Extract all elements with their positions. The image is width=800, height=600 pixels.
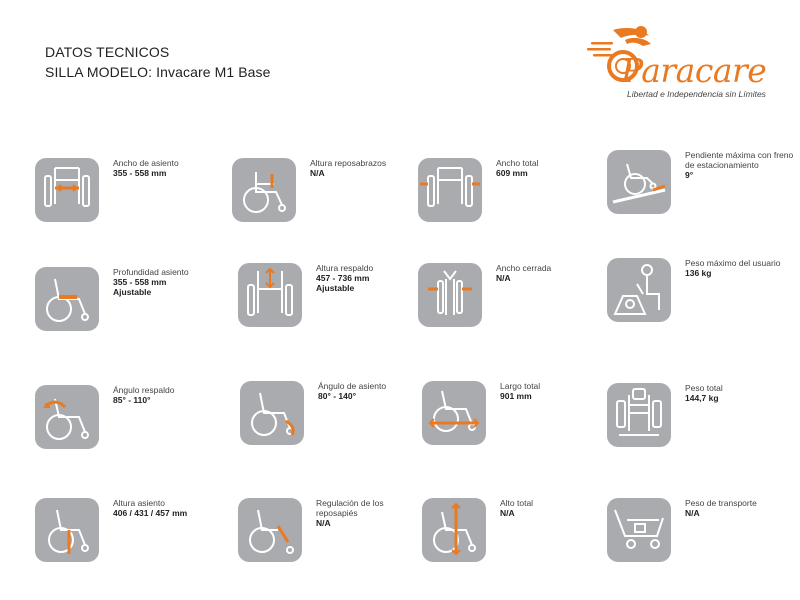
spec-text: [496, 158, 606, 178]
spec-value: N/A: [316, 518, 331, 528]
spec-value: 80° - 140°: [318, 391, 356, 401]
spec-value: N/A: [500, 508, 515, 518]
spec-text: [685, 498, 795, 518]
spec-value: 9°: [685, 170, 694, 180]
spec-text: [496, 263, 606, 283]
spec-label: Ángulo de asiento: [318, 381, 387, 391]
spec-value: 457 - 736 mm: [316, 273, 370, 283]
spec-value: 85° - 110°: [113, 395, 151, 405]
spec-label: Regulación de los reposapiés: [316, 498, 384, 518]
folded-width-icon: [418, 263, 482, 327]
spec-text: [316, 263, 426, 293]
spec-value: 144,7 kg: [685, 393, 719, 403]
spec-value: 355 - 558 mm: [113, 168, 167, 178]
max-user-weight-icon: [607, 258, 671, 322]
spec-text: [113, 158, 223, 178]
spec-label: Peso máximo del usuario: [685, 258, 781, 268]
transport-weight-icon: [607, 498, 671, 562]
total-length-icon: [422, 381, 486, 445]
seat-height-icon: [35, 498, 99, 562]
backrest-height-icon: [238, 263, 302, 327]
spec-text: [113, 498, 223, 518]
title-line-2: SILLA MODELO: Invacare M1 Base: [45, 64, 271, 80]
spec-label: Ángulo respaldo: [113, 385, 175, 395]
spec-text: [310, 158, 420, 178]
spec-label: Ancho cerrada: [496, 263, 552, 273]
total-weight-icon: [607, 383, 671, 447]
spec-text: [113, 267, 223, 297]
seat-angle-icon: [240, 381, 304, 445]
spec-label: Ancho total: [496, 158, 539, 168]
brand-name: Paracare: [621, 51, 767, 90]
max-slope-icon: [607, 150, 671, 214]
spec-text: [685, 258, 795, 278]
spec-value-2: Ajustable: [316, 283, 355, 293]
backrest-angle-icon: [35, 385, 99, 449]
spec-text: [500, 381, 610, 401]
armrest-height-icon: [232, 158, 296, 222]
title-line-1: DATOS TECNICOS: [45, 44, 170, 60]
spec-value: 406 / 431 / 457 mm: [113, 508, 188, 518]
spec-label: Altura reposabrazos: [310, 158, 387, 168]
spec-value: 136 kg: [685, 268, 712, 278]
seat-depth-icon: [35, 267, 99, 331]
spec-value: 901 mm: [500, 391, 532, 401]
spec-text: [318, 381, 428, 401]
spec-label: Altura asiento: [113, 498, 165, 508]
spec-text: [316, 498, 426, 528]
spec-label: Pendiente máxima con freno de estacionamiento: [685, 150, 794, 170]
spec-label: Altura respaldo: [316, 263, 374, 273]
spec-label: Peso total: [685, 383, 723, 393]
spec-label: Profundidad asiento: [113, 267, 189, 277]
spec-label: Largo total: [500, 381, 541, 391]
spec-value: N/A: [685, 508, 700, 518]
total-height-icon: [422, 498, 486, 562]
spec-text: [500, 498, 610, 518]
spec-value: N/A: [310, 168, 325, 178]
spec-text: [685, 150, 795, 180]
spec-text: [113, 385, 223, 405]
spec-label: Alto total: [500, 498, 534, 508]
footrest-adjust-icon: [238, 498, 302, 562]
spec-label: Ancho de asiento: [113, 158, 179, 168]
brand-tagline: Libertad e Independencia sin Límites: [627, 89, 766, 99]
spec-label: Peso de transporte: [685, 498, 757, 508]
seat-width-icon: [35, 158, 99, 222]
spec-value: 355 - 558 mm: [113, 277, 167, 287]
spec-value: 609 mm: [496, 168, 528, 178]
spec-value: N/A: [496, 273, 511, 283]
spec-value-2: Ajustable: [113, 287, 152, 297]
total-width-icon: [418, 158, 482, 222]
spec-text: [685, 383, 795, 403]
